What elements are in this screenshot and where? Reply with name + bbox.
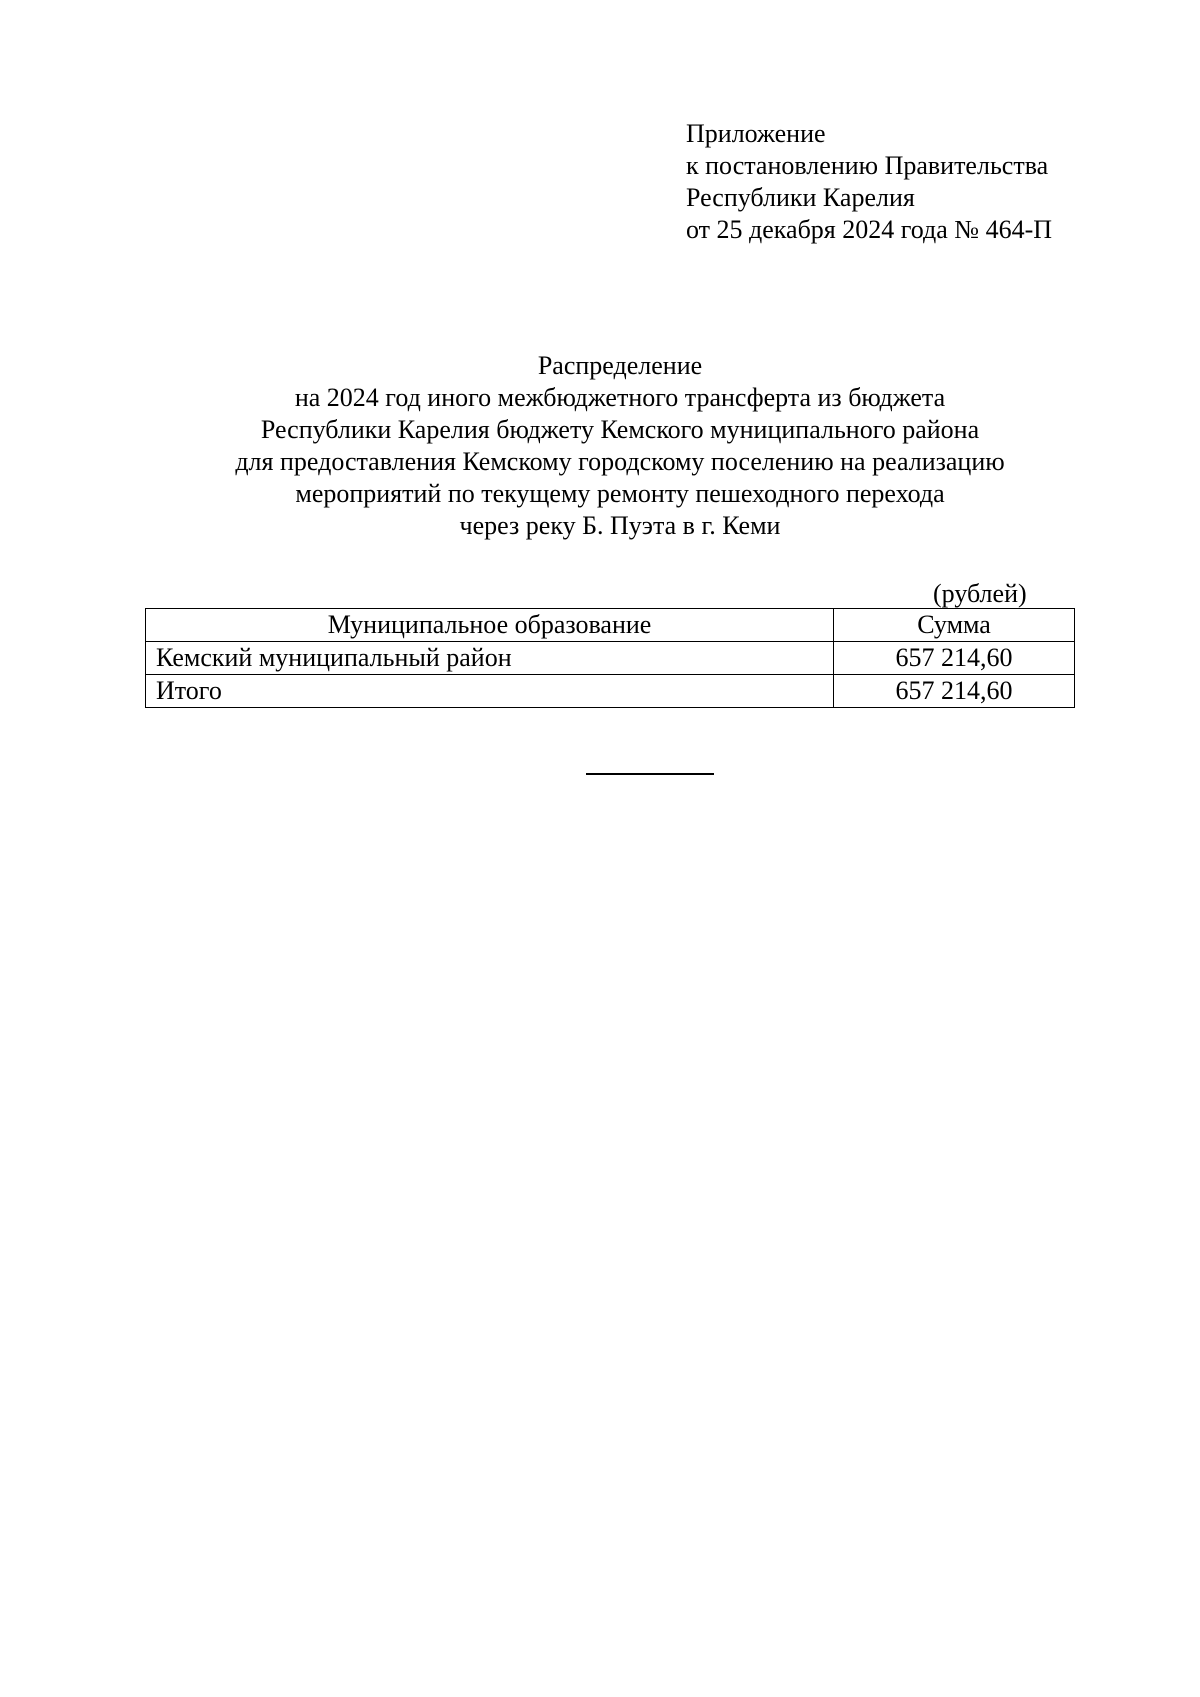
row-municipality-name: Кемский муниципальный район [146,642,834,675]
table-header-row [146,609,1075,642]
document-title [150,350,1090,542]
title-line-5: мероприятий по текущему ремонту пешеходного перехода [295,479,945,508]
column-header-sum: Сумма [834,609,1075,642]
table-total-row [146,675,1075,708]
appendix-header [686,118,1052,246]
row-sum-value: 657 214,60 [834,642,1075,675]
appendix-line-2: к постановлению Правительства [686,151,1049,180]
title-line-2: на 2024 год иного межбюджетного трансферта из бюджета [294,383,946,412]
title-line-4: для предоставления Кемскому городскому поселению на реализацию [235,447,1005,476]
total-sum-value: 657 214,60 [834,675,1075,708]
units-label: (рублей) [933,579,1027,608]
appendix-line-1: Приложение [686,119,826,148]
title-line-3: Республики Карелия бюджету Кемского муниципального района [260,415,980,444]
end-of-document-rule [586,773,714,775]
title-line-1: Распределение [537,351,703,380]
distribution-table [145,608,1075,708]
title-line-6: через реку Б. Пуэта в г. Кеми [459,511,781,540]
table-row [146,642,1075,675]
total-label: Итого [146,675,834,708]
column-header-municipality: Муниципальное образование [146,609,834,642]
appendix-line-3: Республики Карелия [686,183,915,212]
appendix-line-4: от 25 декабря 2024 года № 464-П [686,215,1053,244]
